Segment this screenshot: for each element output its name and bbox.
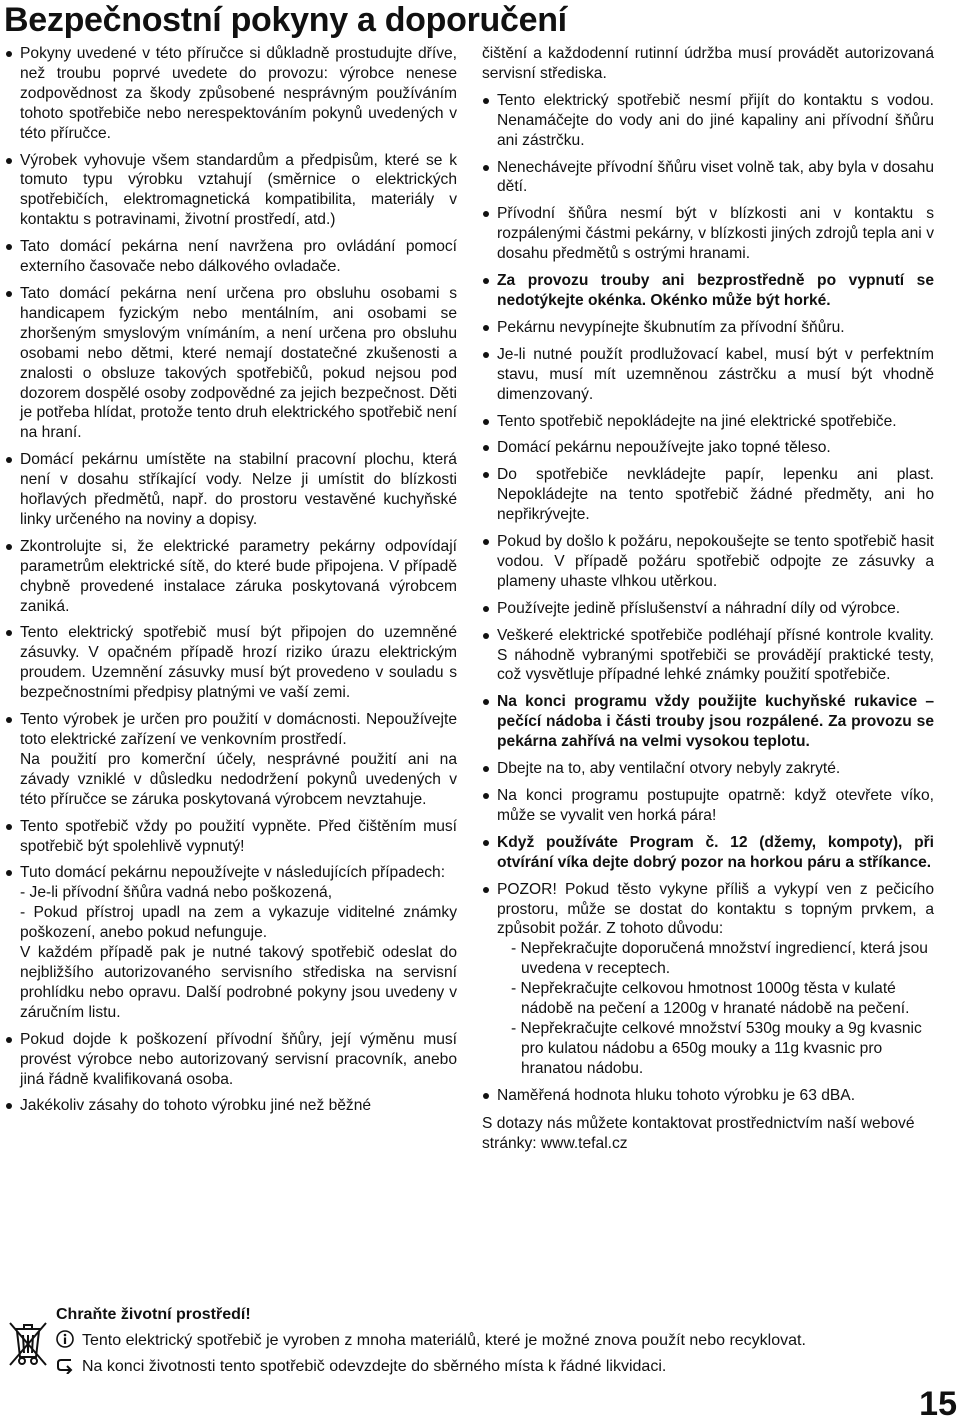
list-item: Naměřená hodnota hluku tohoto výrobku je 63 dBA. (482, 1086, 934, 1106)
list-item-subpoint: - Nepřekračujte celkové množství 530g mouky a 9g kvasnic pro kulatou nádobu a 650g mouky a 11g kvasnic pro hranatou nádobu. (511, 1019, 922, 1077)
environment-section (0, 1305, 960, 1385)
list-item-paragraph: Na použití pro komerční účely, nesprávné použití ani na závady vzniklé v důsledku nedodržení pokynů uvedených v této příručce se záruka poskytovaná výrobcem nevztahuje. (20, 750, 457, 808)
list-item-subpoint: - Pokud přístroj upadl na zem a vykazuje viditelné známky poškození, anebo pokud nefunguje. (20, 904, 457, 942)
environment-note-text: Tento elektrický spotřebič je vyroben z mnoha materiálů, které je možné znova použít nebo recyklovat. (82, 1332, 806, 1349)
list-item-bold: Za provozu trouby ani bezprostředně po vypnutí se nedotýkejte okénka. Okénko může být horké. (482, 271, 934, 311)
list-item: Pokyny uvedené v této příručce si důkladně prostudujte dříve, než troubu poprvé uvedete do provozu: výrobce nenese zodpovědnost za škody způsobené nesprávným používáním tohoto spotřebiče nebo nerespektováním pokynů uvedených v této příručce. (5, 44, 457, 144)
list-item: Zkontrolujte si, že elektrické parametry pekárny odpovídají parametrům elektrické sítě, do které bude připojena. V případě chybně provedené instalace záruka poskytovaná výrobcem zaniká. (5, 537, 457, 617)
list-item-paragraph: POZOR! Pokud těsto vykyne příliš a vykypí ven z pečicího prostoru, může se dostat do kontaktu s topným prvkem, a způsobit požár. Z tohoto důvodu: (497, 880, 934, 938)
list-item: Veškeré elektrické spotřebiče podléhají přísné kontrole kvality. S náhodně vybranými spotřebiči se provádějí praktické testy, což vysvětluje případné lehké známky použití spotřebiče. (482, 626, 934, 686)
list-item-continuation: čištění a každodenní rutinní údržba musí provádět autorizovaná servisní střediska. (482, 45, 934, 82)
list-item-bold: Na konci programu vždy použijte kuchyňské rukavice – pečící nádoba i části trouby jsou rozpálené. Za provozu se pekárna zahřívá na velmi vysokou teplotu. (482, 692, 934, 752)
list-item: Tento elektrický spotřebič musí být připojen do uzemněné zásuvky. V opačném případě hrozí riziko úrazu elektrickým proudem. Uzemnění zásuvky musí být provedeno v souladu s bezpečnostními předpisy platnými ve vaší zemi. (5, 623, 457, 703)
list-item: Domácí pekárnu umístěte na stabilní pracovní plochu, která není v dosahu stříkající vody. Nelze ji umístit do blízkosti hořlavých předmětů, např. do prostoru vestavěné kuchyňské linky určeného na noviny a dopisy. (5, 450, 457, 530)
list-item: Pokud by došlo k požáru, nepokoušejte se tento spotřebič hasit vodou. V případě požáru spotřebič odpojte ze zásuvky a plameny uhaste vlhkou utěrkou. (482, 532, 934, 592)
list-item: Tato domácí pekárna není navržena pro ovládání pomocí externího časovače nebo dálkového ovladače. (5, 237, 457, 277)
list-item-subpoint: - Je-li přívodní šňůra vadná nebo poškozená, (20, 884, 333, 902)
right-list (482, 44, 934, 1106)
list-item: Dbejte na to, aby ventilační otvory nebyly zakryté. (482, 759, 934, 779)
list-item: Do spotřebiče nevkládejte papír, lepenku ani plast. Nepokládejte na tento spotřebič žádné předměty, ani ho nepřikrývejte. (482, 465, 934, 525)
list-item: Nenechávejte přívodní šňůru viset volně tak, aby byla v dosahu dětí. (482, 158, 934, 198)
list-item: Výrobek vyhovuje všem standardům a předpisům, které se k tomuto typu výrobku vztahují (směrnice o elektrických spotřebičích, elektromagnetická kompatibilita, materiály v kontaktu s potravinami, životní prostředí, atd.) (5, 151, 457, 231)
crossed-bin-icon (6, 1317, 50, 1369)
list-item: Pekárnu nevypínejte škubnutím za přívodní šňůru. (482, 318, 934, 338)
list-item: Na konci programu postupujte opatrně: když otevřete víko, může se vyvalit ven horká pára! (482, 786, 934, 826)
list-item: Přívodní šňůra nesmí být v blízkosti ani v kontaktu s rozpálenými částmi pekárny, v blízkosti jiných zdrojů tepla ani v dosahu předmětů s ostrými hranami. (482, 204, 934, 264)
left-list (5, 44, 457, 1116)
contact-text: S dotazy nás můžete kontaktovat prostřednictvím naší webové stránky: www.tefal.cz (482, 1114, 915, 1152)
left-column (5, 44, 457, 1123)
list-item (482, 880, 934, 1079)
list-item: Tento spotřebič nepokládejte na jiné elektrické spotřebiče. (482, 412, 934, 432)
info-icon (56, 1330, 74, 1348)
list-item-paragraph: Tento výrobek je určen pro použití v domácnosti. Nepoužívejte toto elektrické zařízení ve venkovním prostředí. (20, 711, 457, 748)
list-item: Jakékoliv zásahy do tohoto výrobku jiné než běžné (5, 1096, 457, 1116)
environment-note (56, 1356, 666, 1377)
environment-note (56, 1330, 806, 1351)
list-item: Domácí pekárnu nepoužívejte jako topné těleso. (482, 438, 934, 458)
environment-heading: Chraňte životní prostředí! (56, 1306, 251, 1323)
page-title: Bezpečnostní pokyny a doporučení (4, 1, 567, 39)
list-item: Pokud dojde k poškození přívodní šňůry, její výměnu musí provést výrobce nebo autorizovaný servisní pracovník, anebo jiná řádně kvalifikovaná osoba. (5, 1030, 457, 1090)
environment-note-text: Na konci životnosti tento spotřebič odevzdejte do sběrného místa k řádné likvidaci. (82, 1358, 667, 1375)
list-item: Tento elektrický spotřebič nesmí přijít do kontaktu s vodou. Nenamáčejte do vody ani do jiné kapaliny ani přívodní šňůru ani zástrčku. (482, 91, 934, 151)
list-item (5, 863, 457, 1022)
list-item: Je-li nutné použít prodlužovací kabel, musí být v perfektním stavu, musí mít uzemněnou zástrčku a musí být vhodně dimenzovaný. (482, 345, 934, 405)
page-number: 15 (919, 1385, 957, 1423)
list-item: Tato domácí pekárna není určena pro obsluhu osobami s handicapem fyzickým nebo mentálním, ani osobami se zhoršeným smyslovým vnímáním, a není určena pro obsluhu osobami nebo dětmi, které nemají dostatečné zkušenosti a znalosti o obsluze takových spotřebičů, pokud nejsou pod dozorem dospělé osoby zodpovědné za jejich bezpečnost. Děti je potřeba hlídat, protože tento druh elektrického spotřebič není na hraní. (5, 284, 457, 443)
right-column (482, 44, 934, 1154)
list-item-paragraph: V každém případě pak je nutné takový spotřebič odeslat do nejbližšího autorizovaného servisního střediska na servisní prohlídku nebo opravu. Další podrobné pokyny jsou uvedeny v záručním listu. (20, 944, 457, 1021)
list-item-paragraph: Tuto domácí pekárnu nepoužívejte v následujících případech: (20, 864, 446, 882)
list-item-subpoint: - Nepřekračujte celkovou hmotnost 1000g těsta v kulaté nádobě na pečení a 1200g v hranaté nádobě na pečení. (511, 980, 910, 1018)
list-item-bold: Když používáte Program č. 12 (džemy, kompoty), při otvírání víka dejte dobrý pozor na horkou páru a stříkance. (482, 833, 934, 873)
arrow-right-icon (56, 1356, 74, 1374)
list-item (5, 710, 457, 810)
list-item: Tento spotřebič vždy po použití vypněte. Před čištěním musí spotřebič být spolehlivě vypnutý! (5, 817, 457, 857)
list-item-subpoint: - Nepřekračujte doporučená množství ingrediencí, která jsou uvedena v receptech. (511, 940, 928, 978)
list-item: Používejte jedině příslušenství a náhradní díly od výrobce. (482, 599, 934, 619)
